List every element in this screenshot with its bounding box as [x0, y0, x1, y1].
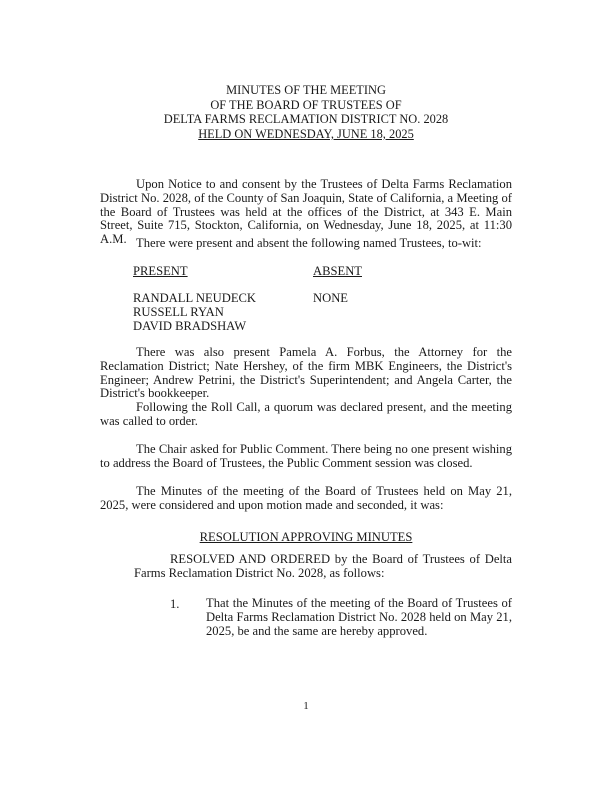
present-intro-paragraph: There were present and absent the following named Trustees, to-wit:: [136, 236, 482, 250]
heading-line-1: MINUTES OF THE MEETING: [226, 83, 386, 97]
absent-trustee: NONE: [313, 291, 348, 305]
item-1-paragraph: That the Minutes of the meeting of the Board of Trustees of Delta Farms Reclamation District No. 2028 held on May 21, 2025, be and the same are hereby approved.: [206, 596, 512, 638]
present-trustee: RUSSELL RYAN: [133, 305, 224, 319]
item-number: 1.: [170, 597, 180, 611]
absent-label: ABSENT: [313, 264, 362, 278]
present-label: PRESENT: [133, 264, 188, 278]
heading-line-3: DELTA FARMS RECLAMATION DISTRICT NO. 2028: [163, 112, 449, 127]
resolution-heading: RESOLUTION APPROVING MINUTES: [199, 530, 413, 544]
notice-paragraph: Upon Notice to and consent by the Trustees of Delta Farms Reclamation District No. 2028, of the County of San Joaquin, State of California, a Meeting of the Board of Trustees was held at the offices of the District, at 343 E. Main Street, Suite 715, Stockton, California, on Wednesday, June 18, 2025, at 11:30 A.M.: [100, 177, 512, 247]
minutes-heading: [100, 83, 512, 141]
heading-line-4: HELD ON WEDNESDAY, JUNE 18, 2025: [198, 126, 414, 141]
roll-call-paragraph: Following the Roll Call, a quorum was declared present, and the meeting was called to order.: [100, 400, 512, 428]
present-trustee: RANDALL NEUDECK: [133, 291, 257, 305]
present-trustee: DAVID BRADSHAW: [133, 319, 247, 333]
heading-line-2: OF THE BOARD OF TRUSTEES OF: [210, 97, 402, 112]
public-comment-paragraph: The Chair asked for Public Comment. There being no one present wishing to address the Board of Trustees, the Public Comment session was closed.: [100, 442, 512, 470]
minutes-paragraph: The Minutes of the meeting of the Board of Trustees held on May 21, 2025, were considered and upon motion made and seconded, it was:: [100, 484, 512, 512]
resolved-paragraph: RESOLVED AND ORDERED by the Board of Trustees of Delta Farms Reclamation District No. 2028, as follows:: [134, 552, 512, 580]
also-present-paragraph: There was also present Pamela A. Forbus, the Attorney for the Reclamation District; Nate Hershey, of the firm MBK Engineers, the District's Engineer; Andrew Petrini, the District's Superintendent; and Angela Carter, the District's bookkeeper.: [100, 345, 512, 401]
page-number: 1: [303, 700, 309, 712]
